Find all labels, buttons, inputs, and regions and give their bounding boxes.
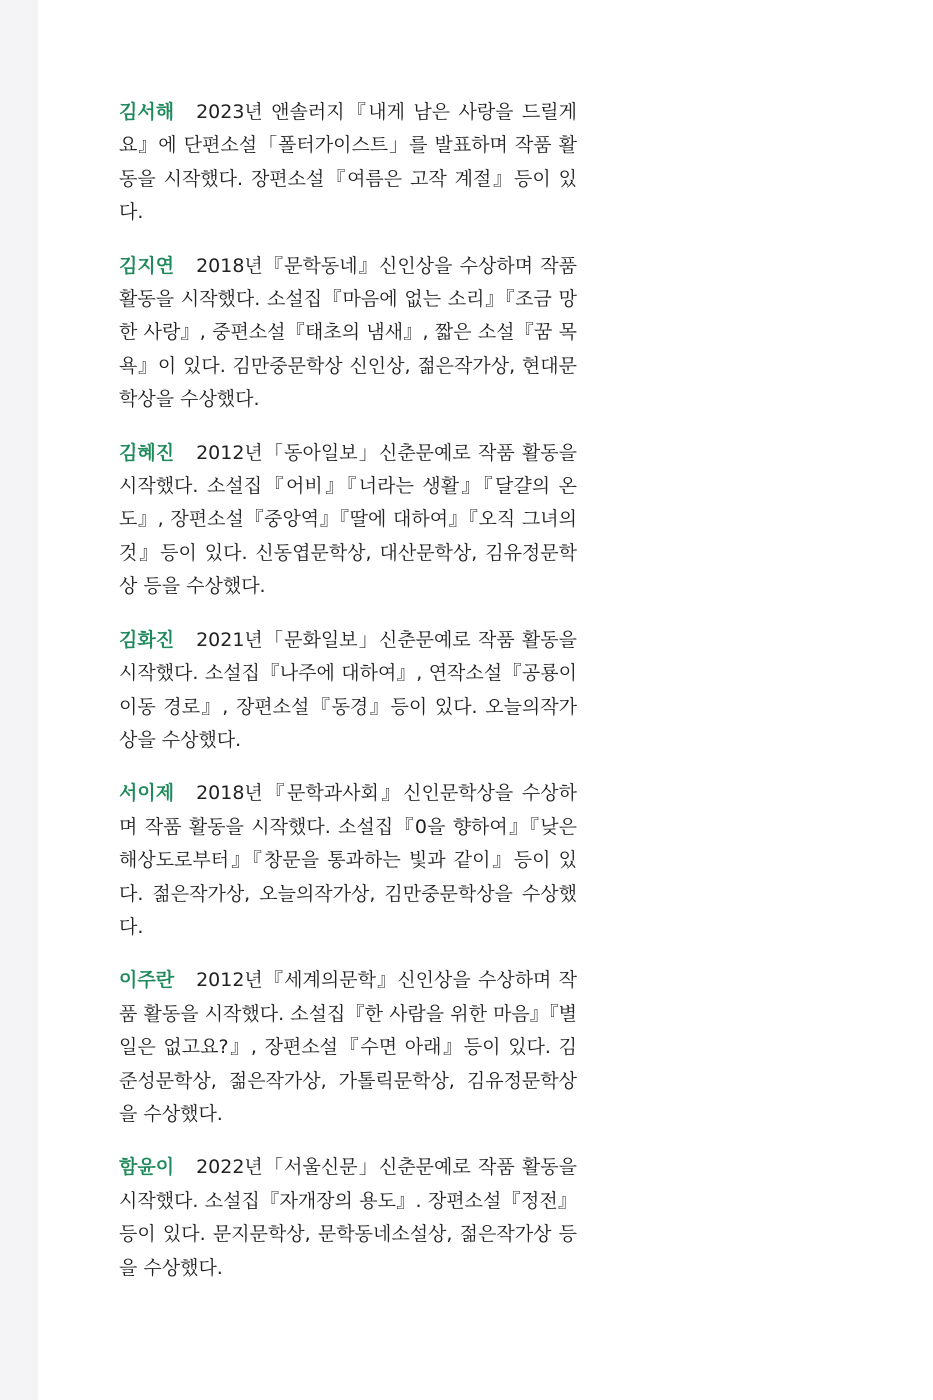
author-bio: 2021년「문화일보」신춘문예로 작품 활동을 시작했다. 소설집『나주에 대하여』, 연작소설『공룡이 이동 경로』, 장편소설『동경』등이 있다. 오늘의작가상을 수상했다.: [119, 628, 577, 751]
left-margin: [0, 0, 38, 1400]
author-bio: 2012년『세계의문학』신인상을 수상하며 작품 활동을 시작했다. 소설집『한 사람을 위한 마음』『별일은 없고요?』, 장편소설『수면 아래』등이 있다. 김준성문학상, 젊은작가상, 가톨릭문학상, 김유정문학상을 수상했다.: [119, 969, 578, 1125]
author-name: 김서해: [119, 101, 175, 123]
author-entry: [119, 777, 577, 944]
author-entry: [119, 250, 577, 417]
author-name: 김혜진: [119, 441, 175, 464]
author-entry: [119, 437, 577, 604]
author-entry: [119, 96, 577, 230]
author-bio: 2018년『문학과사회』신인문학상을 수상하며 작품 활동을 시작했다. 소설집『0을 향하여』『낮은 해상도로부터』『창문을 통과하는 빛과 같이』등이 있다. 젊은작가상, 오늘의작가상, 김만중문학상을 수상했다.: [119, 782, 577, 938]
author-entry: [119, 624, 577, 758]
author-name: 서이제: [119, 782, 175, 805]
author-entry: [119, 964, 577, 1131]
author-bio: 2018년『문학동네』신인상을 수상하며 작품활동을 시작했다. 소설집『마음에 없는 소리』『조금 망한 사랑』, 중편소설『태초의 냄새』, 짧은 소설『꿈 목욕』이 있다. 김만중문학상 신인상, 젊은작가상, 현대문학상을 수상했다.: [119, 254, 577, 411]
author-name: 김화진: [119, 628, 175, 651]
author-name: 이주란: [119, 969, 175, 992]
author-bio: 2023년 앤솔러지『내게 남은 사랑을 드릴게요』에 단편소설「폴터가이스트」를 발표하며 작품 활동을 시작했다. 장편소설『여름은 고작 계절』등이 있다.: [119, 101, 577, 224]
author-bio: 2012년「동아일보」신춘문예로 작품 활동을 시작했다. 소설집『어비』『너라는 생활』『달걀의 온도』, 장편소설『중앙역』『딸에 대하여』『오직 그녀의 것』등이 있다. 신동엽문학상, 대산문학상, 김유정문학상 등을 수상했다.: [119, 441, 577, 598]
author-entry: [119, 1151, 577, 1285]
author-bios: [119, 96, 577, 1305]
author-bio: 2022년「서울신문」신춘문예로 작품 활동을 시작했다. 소설집『자개장의 용도』. 장편소설『정전』등이 있다. 문지문학상, 문학동네소설상, 젊은작가상 등을 수상했다.: [119, 1156, 577, 1279]
author-name: 김지연: [119, 254, 175, 277]
author-name: 함윤이: [119, 1156, 175, 1179]
